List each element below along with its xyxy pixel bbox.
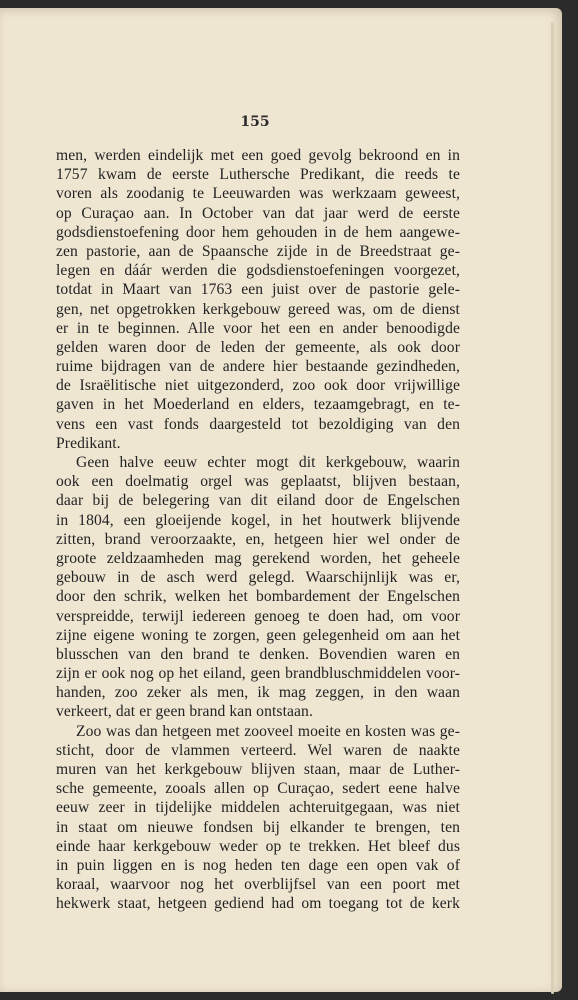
text-line: zitten, brand veroorzaakte, en, hetgeen hier wel onder de xyxy=(56,530,460,548)
text-line: ook een doelmatig orgel was geplaatst, blijven bestaan, xyxy=(56,473,460,491)
text-line: sticht, door de vlammen verteerd. Wel waren de naakte xyxy=(56,741,460,759)
text-line: er in te beginnen. Alle voor het een en ander benoodigde xyxy=(56,319,460,337)
text-line: zijn er ook nog op het eiland, geen brandbluschmiddelen voor- xyxy=(56,665,460,683)
text-line: verkeert, dat er geen brand kan ontstaan. xyxy=(56,703,313,721)
text-line: men, werden eindelijk met een goed gevolg bekroond en in xyxy=(56,147,460,164)
text-line: in staat om nieuwe fondsen bij elkander te brengen, ten xyxy=(56,818,460,836)
text-line: Zoo was dan hetgeen met zooveel moeite en kosten was ge- xyxy=(76,722,460,740)
text-line: einde haar kerkgebouw weder op te trekken. Het bleef dus xyxy=(56,837,460,855)
text-line: ruime bijdragen van de andere hier bestaande gezindheden, xyxy=(56,358,460,376)
text-line: koraal, waarvoor nog het overblijfsel van een poort met xyxy=(56,876,460,894)
text-line: vens een vast fonds daargesteld tot bezoldiging van den xyxy=(56,415,460,433)
text-line: Predikant. xyxy=(56,434,121,452)
text-line: in 1804, een gloeijende kogel, in het houtwerk blijvende xyxy=(56,511,460,529)
text-line: in puin liggen en is nog heden ten dage een open vak of xyxy=(56,856,460,874)
text-line: op Curaçao aan. In October van dat jaar werd de eerste xyxy=(56,204,460,222)
text-line: totdat in Maart van 1763 een juist over de pastorie gele- xyxy=(56,281,460,299)
text-line: groote zeldzaamheden mag gerekend worden, het geheele xyxy=(56,549,460,567)
text-line: hekwerk staat, hetgeen gediend had om toegang tot de kerk xyxy=(56,895,460,913)
text-line: gelden waren door de leden der gemeente, als ook door xyxy=(56,338,460,356)
text-line: door den schrik, welken het bombardement der Engelschen xyxy=(56,588,460,606)
text-line: Geen halve eeuw echter mogt dit kerkgebouw, waarin xyxy=(76,454,460,471)
text-line: gen, net opgetrokken kerkgebouw gereed was, om de dienst xyxy=(56,300,460,318)
page-number: 155 xyxy=(240,114,270,130)
text-line: zijne eigene woning te zorgen, geen gelegenheid om aan het xyxy=(56,626,460,644)
text-line: zen pastorie, aan de Spaansche zijde in de Breedstraat ge- xyxy=(56,242,460,260)
page-edge xyxy=(551,22,554,994)
text-line: verspreidde, terwijl iedereen genoeg te doen had, om voor xyxy=(56,607,460,625)
text-line: gebouw in de asch werd gelegd. Waarschijnlijk was er, xyxy=(56,569,460,587)
text-line: blusschen van den brand te denken. Bovendien waren en xyxy=(56,645,460,663)
body-text xyxy=(56,146,460,914)
text-line: sche gemeente, zooals allen op Curaçao, sedert eene halve xyxy=(56,780,460,798)
text-line: handen, zoo zeker als men, ik mag zeggen, in den waan xyxy=(56,684,460,702)
text-line: godsdienstoefening door hem gehouden in de hem aangewe- xyxy=(56,223,460,241)
text-line: de Israëlitische niet uitgezonderd, zoo ook door vrijwillige xyxy=(56,377,460,395)
text-line: eeuw zeer in tijdelijke middelen achteruitgegaan, was niet xyxy=(56,799,460,817)
text-line: daar bij de belegering van dit eiland door de Engelschen xyxy=(56,492,460,510)
text-line: muren van het kerkgebouw blijven staan, maar de Luther- xyxy=(56,761,460,778)
text-line: voren als zoodanig te Leeuwarden was werkzaam geweest, xyxy=(56,185,460,203)
text-line: 1757 kwam de eerste Luthersche Predikant, die reeds te xyxy=(56,166,460,184)
text-line: legen en dáár werden die godsdienstoefeningen voorgezet, xyxy=(56,262,460,280)
text-line: gaven in het Moederland en elders, tezaamgebragt, en te- xyxy=(56,396,460,414)
book-page xyxy=(0,8,562,992)
